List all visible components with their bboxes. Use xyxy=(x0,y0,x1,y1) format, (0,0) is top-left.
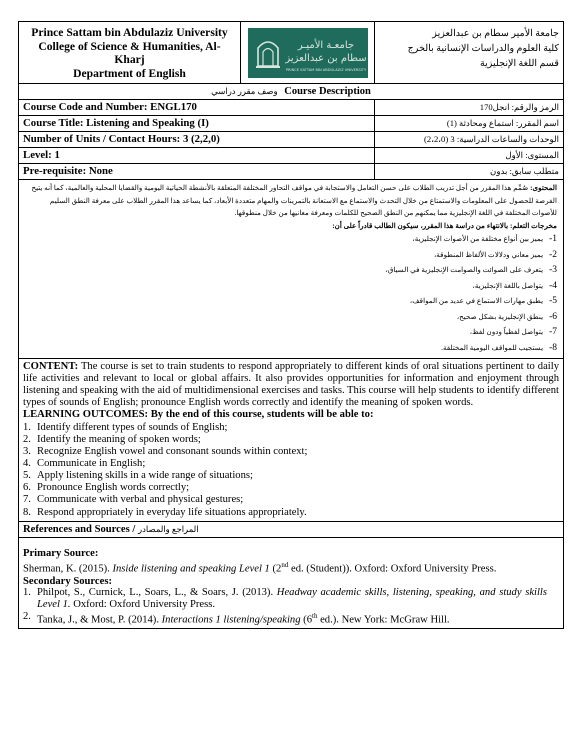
list-item: 1-يميز بين أنواع مختلفة من الأصوات الإنجليزية، xyxy=(412,234,557,244)
arabic-content-cell xyxy=(19,180,564,359)
units-hours-ar: الوحدات والساعات الدراسية: 3 (2،2،0) xyxy=(375,132,564,148)
list-item: 5-يطبق مهارات الاستماع في عديد من المواقف، xyxy=(409,296,557,306)
department-name-ar: قسم اللغة الإنجليزية xyxy=(479,58,559,69)
references-title xyxy=(19,524,563,539)
course-description-title-ar: وصف مقرر دراسي xyxy=(211,86,278,96)
arabic-content-row xyxy=(19,180,564,359)
secondary-sources-label: Secondary Sources: xyxy=(23,575,112,587)
arabic-outcomes-label: مخرجات التعلم: بالانتهاء من دراسة هذا المقرر، سيكون الطالب قادراً على أن: xyxy=(332,221,557,230)
arabic-content-paragraph xyxy=(25,182,557,220)
university-logo-cell xyxy=(241,22,375,84)
references-title-ar: المراجع والمصادر xyxy=(137,523,199,534)
list-item: 6. Pronounce English words correctly; xyxy=(23,482,190,494)
header-arabic xyxy=(375,22,564,84)
course-title-ar: اسم المقرر: استماع ومحادثة (1) xyxy=(375,116,564,132)
course-code-en: Course Code and Number: ENGL170 xyxy=(19,100,375,116)
english-content-cell xyxy=(19,359,564,522)
prerequisite-ar: متطلب سابق: بدون xyxy=(375,164,564,180)
prerequisite-en: Pre-requisite: None xyxy=(19,164,375,180)
course-description-title-en: Course Description xyxy=(284,86,371,97)
info-row xyxy=(19,116,564,132)
department-name-en: Department of English xyxy=(73,66,186,80)
references-cell xyxy=(19,521,564,629)
list-item: 1. Identify different types of sounds of English; xyxy=(23,421,228,433)
university-name-ar: جامعة الأمير سطام بن عبدالعزيز xyxy=(432,28,559,39)
list-item: 6-ينطق الإنجليزية بشكل صحيح، xyxy=(456,311,557,322)
english-content-label: CONTENT: xyxy=(23,361,79,372)
list-item: 3. Recognize English vowel and consonant sounds within context; xyxy=(23,446,308,458)
units-hours-en: Number of Units / Contact Hours: 3 (2,2,0) xyxy=(19,132,375,148)
learning-outcomes-title: LEARNING OUTCOMES: By the end of this course, students will be able to: xyxy=(23,409,374,421)
primary-source-label: Primary Source: xyxy=(23,548,99,560)
english-content-text: The course is set to train students to respond appropriately to different kinds of oral situations pertinent to daily life activities and relevant to local or global affairs. It also provides opportunities for information and enjoyment through listening and speaking with the aid of multidimensional exercises and tasks. This course will help students to identify different types of sounds of English; pronounce English words correctly and identify the meaning of spoken words. xyxy=(23,361,559,409)
english-content-row xyxy=(19,359,564,522)
info-row xyxy=(19,132,564,148)
course-description-page xyxy=(18,21,563,629)
course-code-ar: الرمز والرقم: انجل170 xyxy=(375,100,564,116)
list-item: 3-يتعرف على الصوائت والصوامت الإنجليزية في السياق، xyxy=(385,265,557,275)
logo-english-text: PRINCE SATTAM BIN ABDULAZIZ UNIVERSITY xyxy=(285,67,366,72)
references-row xyxy=(19,521,564,629)
list-item: 7-يتواصل لفظياً ودون لفظ، xyxy=(469,327,557,337)
course-title-en: Course Title: Listening and Speaking (I) xyxy=(19,116,375,132)
course-description-table xyxy=(18,21,564,629)
header-english xyxy=(19,22,241,84)
logo-arabic-text: جامعـة الأميـر xyxy=(297,39,354,51)
references-title-en: References and Sources / xyxy=(23,523,136,535)
header-row xyxy=(19,22,564,84)
college-name-en: College of Science & Humanities, Al- xyxy=(38,39,221,53)
list-item: 2-يميز معاني ودلالات الألفاظ المنطوقة، xyxy=(433,249,557,260)
list-item: 7. Communicate with verbal and physical gestures; xyxy=(23,494,244,506)
college-name-ar: كلية العلوم والدراسات الإنسانية بالخرج xyxy=(407,43,559,54)
arabic-content-label: المحتوى: xyxy=(530,184,557,192)
arabic-content-text: صُمِّم هذا المقرر من أجل تدريب الطلاب على حسن التعامل والاستجابة في مواقف التحاور المختلفة المتعلقة بالأنشطة الحياتية اليومية والقضايا المحلية والعالمية، كما أنه يتيح الفرصة للحصول على المعلومات والاستمتاع من خلال التحدث والاستماع مع الاستعانة بالتمرينات والمهام متعددة الأبعاد، كما يساعد هذا المقرر الطلاب على معرفة النطق السليم للأصوات المختلفة في اللغة الإنجليزية مما يمكنهم من النطق الصحيح للكلمات ومعرفة معانيها من خلال منطوقها. xyxy=(31,184,557,217)
course-description-title-row xyxy=(19,84,564,100)
info-row xyxy=(19,100,564,116)
list-item: 4-يتواصل باللغة الإنجليزية، xyxy=(472,280,557,291)
learning-outcomes-list xyxy=(23,422,559,519)
secondary-source-entry: 2. Tanka, J., & Most, P. (2014). Interactions 1 listening/speaking (6th ed.). New York: McGraw Hill. xyxy=(23,610,450,626)
info-row xyxy=(19,164,564,180)
list-item: 8. Respond appropriately in everyday life situations appropriately. xyxy=(23,506,307,518)
list-item: 4. Communicate in English; xyxy=(23,458,146,470)
university-logo xyxy=(248,28,368,78)
info-row xyxy=(19,148,564,164)
college-city-en: Kharj xyxy=(114,53,145,66)
university-name-en: Prince Sattam bin Abdulaziz University xyxy=(31,26,228,39)
svg-text:سطام بن عبدالعزيز: سطام بن عبدالعزيز xyxy=(284,52,367,64)
list-item: 5. Apply listening skills in a wide range of situations; xyxy=(23,470,253,482)
arabic-outcomes-list xyxy=(25,232,557,356)
primary-source-entry: Sherman, K. (2015). Inside listening and speaking Level 1 (2nd ed. (Student)). Oxford: Oxford University Press. xyxy=(23,561,497,575)
level-ar: المستوى: الأول xyxy=(375,148,564,164)
level-en: Level: 1 xyxy=(19,148,375,164)
secondary-source-entry: 1. Philpot, S., Curnick, L., Soars, L., & Soars, J. (2013). Headway academic skills, listening, speaking, and study skills Level 1. Oxford: Oxford University Press. xyxy=(23,587,548,611)
list-item: 8-يستجيب للمواقف اليومية المختلفة. xyxy=(441,342,557,353)
course-description-title xyxy=(19,84,564,100)
list-item: 2. Identify the meaning of spoken words; xyxy=(23,433,201,445)
english-content-paragraph xyxy=(23,361,559,409)
